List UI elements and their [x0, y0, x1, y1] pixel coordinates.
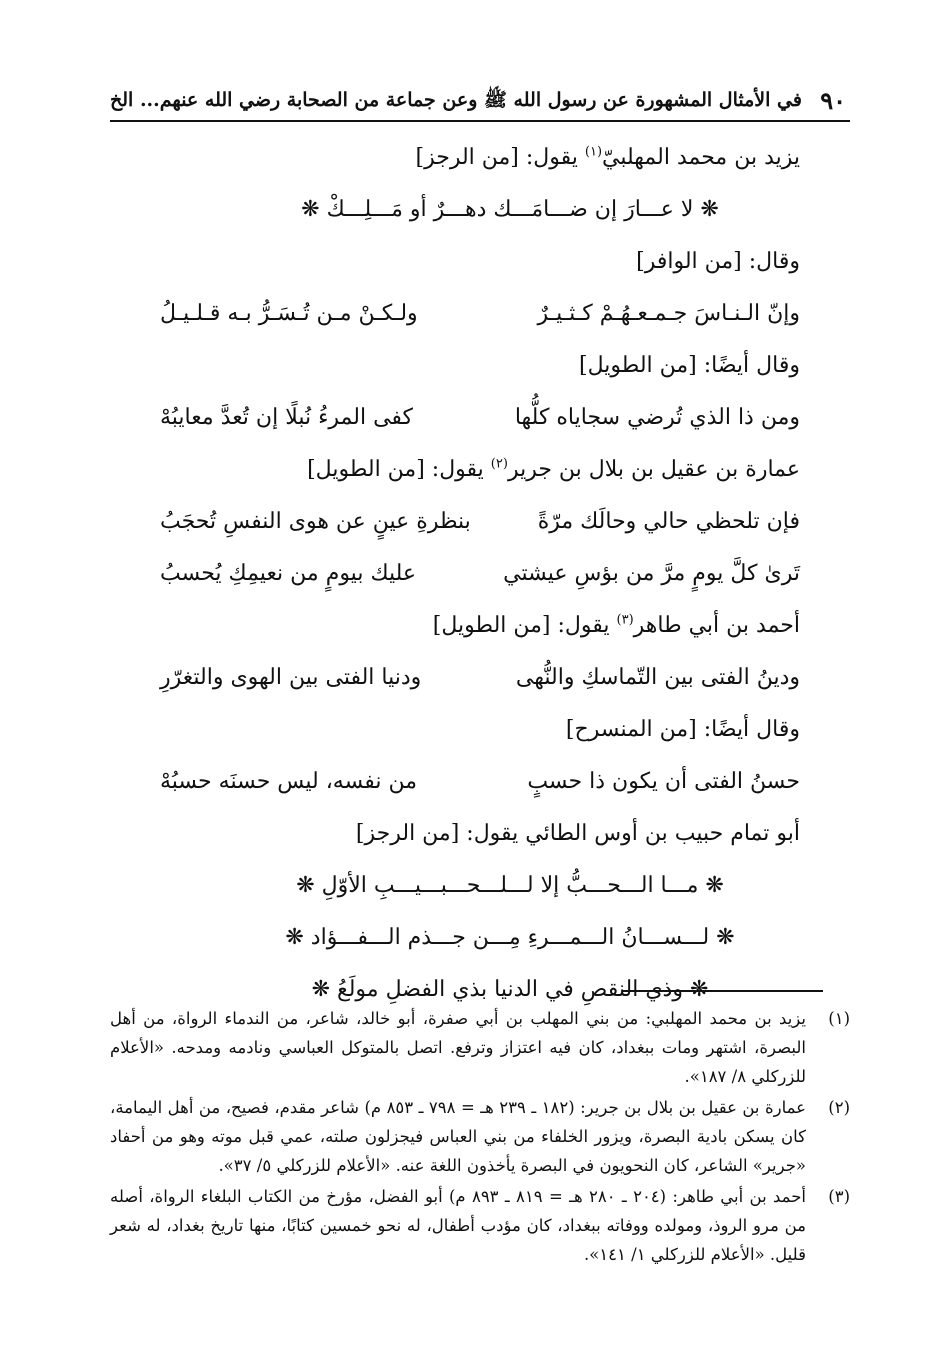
verse-couplet: [160, 502, 800, 554]
footnote-number: (٣): [828, 1187, 850, 1206]
footnote-divider: [623, 990, 823, 992]
second-hemistich: ولـكـنْ مـن تُـسَـرُّ بـه قـلـيـلُ: [160, 301, 418, 326]
meter-intro: وقال أيضًا: [من المنسرح]: [565, 717, 800, 742]
verse-couplet: [160, 398, 800, 450]
verse-line: ❋ لـــســـانُ الـــمـــرءِ مِـــن جـــذم الـــفـــؤاد ❋: [285, 925, 735, 950]
verse-line: ❋ مـــا الـــحـــبُّ إلا لـــلـــحـــبـــيـــبِ الأوّلِ ❋: [296, 873, 724, 898]
footnote: [110, 1182, 850, 1269]
running-title: في الأمثال المشهورة عن رسول الله ﷺ وعن جماعة من الصحابة رضي الله عنهم... الخ: [110, 89, 802, 111]
poet-intro: أحمد بن أبي طاهر$^{(٣)}$ يقول: [من الطويل]: [432, 612, 800, 638]
meter-intro: وقال أيضًا: [من الطويل]: [579, 353, 800, 378]
first-hemistich: ودينُ الفتى بين التّماسكِ والنُّهى: [515, 665, 800, 690]
verse-couplet: [160, 762, 800, 814]
footnote-ref[interactable]: (٢): [490, 456, 508, 472]
first-hemistich: فإن تلحظي حالي وحالَك مرّةً: [537, 509, 800, 534]
verse-couplet: [160, 554, 800, 606]
poet-intro: يزيد بن محمد المهلبيّ$^{(١)}$ يقول: [من الرجز]: [415, 144, 800, 170]
second-hemistich: عليك بيومٍ من نعيمِكِ يُحسبُ: [160, 561, 417, 586]
first-hemistich: حسنُ الفتى أن يكون ذا حسبٍ: [527, 769, 800, 794]
footnote: [110, 1093, 850, 1180]
poet-intro: عمارة بن عقيل بن بلال بن جرير$^{(٢)}$ يقول: [من الطويل]: [307, 456, 800, 482]
footnote-ref[interactable]: (١): [584, 144, 603, 160]
poet-intro: أبو تمام حبيب بن أوس الطائي يقول: [من الرجز]: [355, 821, 800, 846]
page-header: [110, 80, 850, 122]
footnote-number: (٢): [828, 1098, 850, 1117]
first-hemistich: ومن ذا الذي تُرضي سجاياه كلُّها: [514, 405, 800, 430]
verse-line: ❋ وذي النقصِ في الدنيا بذي الفضلِ مولَعُ ❋: [311, 977, 709, 1002]
verse-line: ❋ لا عـــارَ إن ضـــامَـــك دهـــرٌ أو مَـــلِـــكْ ❋: [301, 197, 719, 222]
footnote-number: (١): [828, 1009, 850, 1028]
meter-intro: وقال: [من الوافر]: [636, 249, 800, 274]
verse-couplet: [160, 294, 800, 346]
second-hemistich: كفى المرءُ نُبلًا إن تُعدَّ معايبُهْ: [160, 405, 414, 430]
main-text: [160, 138, 800, 1022]
footnotes: [110, 1004, 850, 1271]
footnote-text: أحمد بن أبي طاهر: (٢٠٤ ـ ٢٨٠ هـ = ٨١٩ ـ ٨٩٣ م) أبو الفضل، مؤرخ من الكتاب البلغاء الرواة، أصله من مرو الروذ، ومولده ووفاته ببغداد، كان مؤدب أطفال، له نحو خمسين كتابًا، منها تاريخ بغداد، له شعر قليل. «الأعلام للزركلي ١/ ١٤١».: [110, 1187, 807, 1264]
footnote-text: عمارة بن عقيل بن بلال بن جرير: (١٨٢ ـ ٢٣٩ هـ = ٧٩٨ ـ ٨٥٣ م) شاعر مقدم، فصيح، من أهل اليمامة، كان يسكن بادية البصرة، ويزور الخلفاء من بني العباس فيجزلون صلته، عمي قبل موته وهو من أحفاد «جرير» الشاعر، كان النحويون في البصرة يأخذون اللغة عنه. «الأعلام للزركلي ٥/ ٣٧».: [110, 1098, 807, 1175]
footnote: [110, 1004, 850, 1091]
first-hemistich: وإنّ الـنـاسَ جـمـعـهُـمْ كـثـيـرٌ: [537, 301, 800, 326]
page-number: ٩٠: [820, 86, 846, 115]
footnote-ref[interactable]: (٣): [616, 612, 634, 628]
verse-couplet: [160, 658, 800, 710]
second-hemistich: بنظرةِ عينٍ عن هوى النفسِ تُحجَبُ: [160, 509, 471, 534]
footnote-text: يزيد بن محمد المهلبي: من بني المهلب بن أبي صفرة، أبو خالد، شاعر، من الندماء الرواة، من أهل البصرة، اشتهر ومات ببغداد، كان فيه اعتزاز وترفع. اتصل بالمتوكل العباسي ونادمه ومدحه. «الأعلام للزركلي ٨/ ١٨٧».: [110, 1009, 806, 1086]
second-hemistich: ودنيا الفتى بين الهوى والتغرّرِ: [160, 665, 422, 690]
first-hemistich: تَرىٰ كلَّ يومٍ مرَّ من بؤسِ عيشتي: [503, 561, 800, 586]
second-hemistich: من نفسه، ليس حسنَه حسبُهْ: [160, 769, 417, 794]
